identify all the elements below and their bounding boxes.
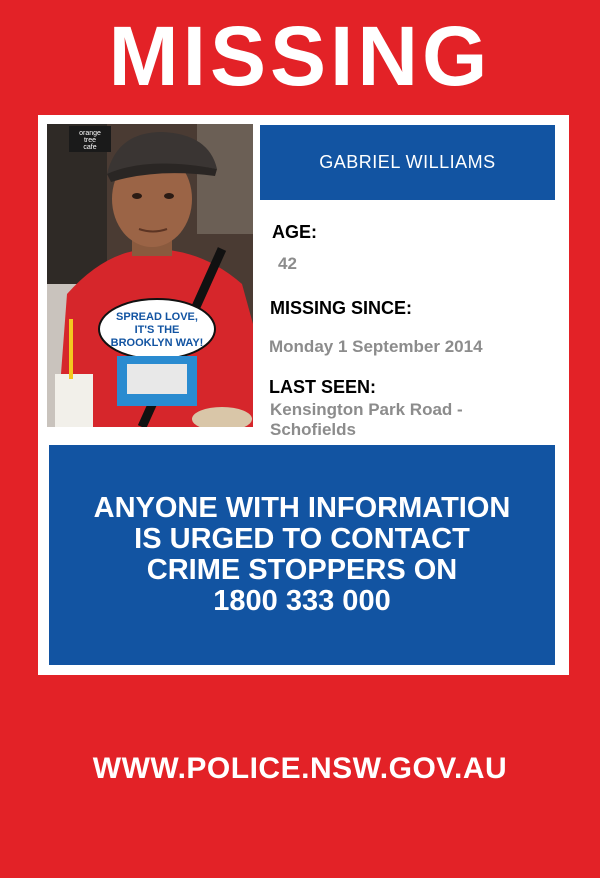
crime-stoppers-phone: 1800 333 000 bbox=[213, 585, 391, 617]
last-seen-line-2: Schofields bbox=[270, 420, 356, 439]
person-name: GABRIEL WILLIAMS bbox=[319, 152, 496, 172]
contact-notice bbox=[49, 445, 555, 665]
shirt-text-3: BROOKLYN WAY! bbox=[110, 337, 204, 349]
notice-line-1: ANYONE WITH INFORMATION bbox=[93, 492, 511, 524]
notice-line-3: CRIME STOPPERS ON bbox=[146, 554, 458, 586]
last-seen-line-1: Kensington Park Road - bbox=[270, 400, 463, 419]
shirt-text-1: SPREAD LOVE, bbox=[116, 311, 198, 323]
age-value: 42 bbox=[278, 254, 297, 273]
cafe-sign-text-1: orange bbox=[79, 130, 101, 137]
name-banner bbox=[260, 125, 555, 200]
person-photo bbox=[47, 124, 253, 427]
age-label: AGE: bbox=[272, 222, 317, 242]
last-seen-value bbox=[270, 400, 463, 440]
info-card bbox=[38, 115, 569, 675]
person-photo-illustration bbox=[47, 124, 253, 427]
notice-line-2: IS URGED TO CONTACT bbox=[134, 523, 470, 555]
cafe-sign-text-3: cafe bbox=[83, 144, 97, 151]
police-website: WWW.POLICE.NSW.GOV.AU bbox=[92, 752, 508, 785]
cafe-sign-text-2: tree bbox=[83, 137, 97, 144]
missing-since-value: Monday 1 September 2014 bbox=[269, 337, 483, 356]
last-seen-label: LAST SEEN: bbox=[269, 377, 377, 397]
missing-title: MISSING bbox=[108, 9, 492, 103]
shirt-text-2: IT'S THE bbox=[134, 324, 180, 336]
missing-since-label: MISSING SINCE: bbox=[270, 298, 413, 318]
